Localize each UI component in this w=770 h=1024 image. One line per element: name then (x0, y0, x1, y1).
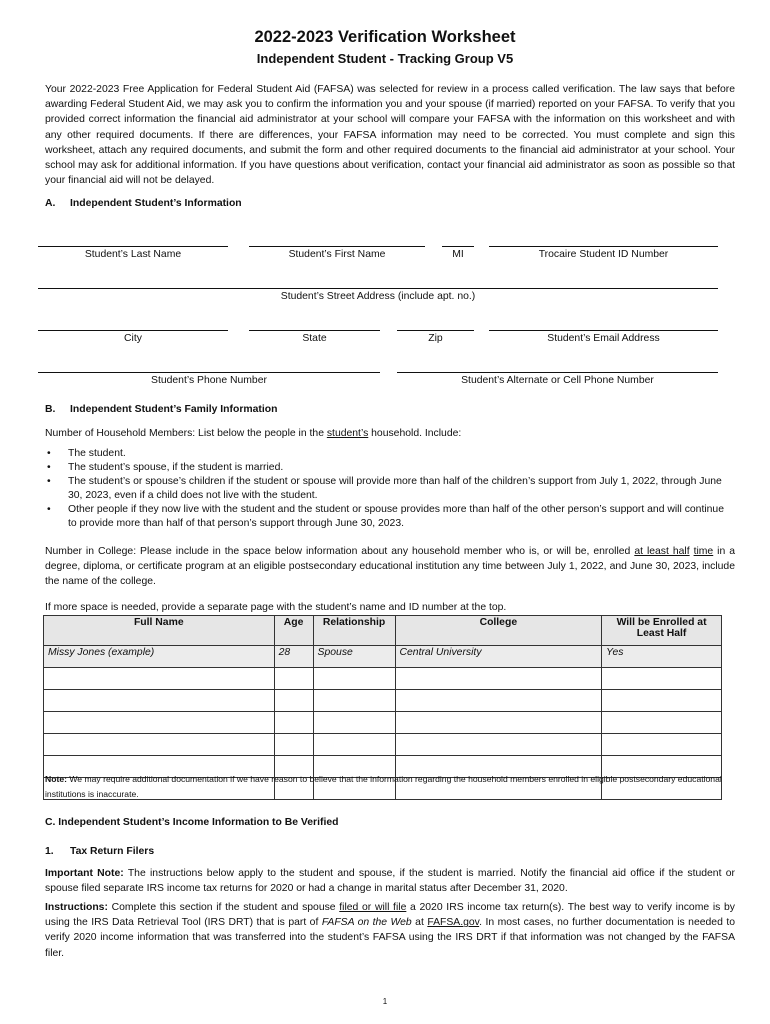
list-item: • The student’s or spouse’s children if the student or spouse will provide more than half of the children’s support from July 1, 2022, through June 30, 2023, even if a child does not live with the student. (45, 475, 735, 503)
first-name-label: Student’s First Name (288, 249, 386, 260)
list-item: • The student’s spouse, if the student is married. (45, 461, 735, 475)
age-cell[interactable] (274, 690, 313, 712)
section-a-letter: A. (45, 198, 56, 209)
section-c-heading: C. Independent Student’s Income Information to Be Verified (45, 817, 339, 828)
instructions-paragraph: Instructions: Complete this section if the student and spouse filed or will file a 2020 IRS income tax return(s). The best way to verify income is by using the IRS Data Retrieval Tool (IRS DRT) that is part of FAFSA on the Web at FAFSA.gov. In most cases, no further documentation is needed to verify 2020 income information that was transferred into the student’s FAFSA using the IRS DRT if that information was not changed by the FAFSA filer. (45, 902, 735, 959)
household-bullet-list (45, 447, 735, 531)
enrolled-cell[interactable] (602, 712, 722, 734)
relationship-cell[interactable] (313, 690, 395, 712)
list-item: • Other people if they now live with the student and the student or spouse provides more than half of the other person’s support and will continue to provide more than half of that person’s support through June 30, 2023. (45, 503, 735, 531)
college-cell[interactable] (395, 668, 602, 690)
more-space-note: If more space is needed, provide a separate page with the student’s name and ID number at the top. (45, 602, 507, 613)
section-a-heading (45, 198, 242, 209)
page-title: 2022-2023 Verification Worksheet (254, 28, 516, 46)
student-id-line[interactable] (489, 246, 718, 247)
col-full-name: Full Name (44, 616, 275, 646)
alt-phone-line[interactable] (397, 372, 718, 373)
college-cell[interactable] (395, 734, 602, 756)
relationship-cell[interactable] (313, 734, 395, 756)
number-in-college-paragraph: Number in College: Please include in the space below information about any household member who is, or will be, enrolled at least half time in a degree, diploma, or certificate program at an eligible postsecondary educational institution any time between July 1, 2022, and June 30, 2023, include the name of the college. (45, 546, 736, 588)
zip-label: Zip (428, 333, 443, 344)
last-name-line[interactable] (38, 246, 228, 247)
age-cell[interactable] (274, 734, 313, 756)
section-b-letter: B. (45, 404, 56, 415)
zip-line[interactable] (397, 330, 474, 331)
phone-line[interactable] (38, 372, 380, 373)
age-cell[interactable] (274, 712, 313, 734)
name-cell[interactable] (44, 712, 275, 734)
relationship-cell[interactable] (313, 712, 395, 734)
example-college: Central University (395, 646, 602, 668)
phone-label: Student’s Phone Number (151, 375, 267, 386)
important-note-paragraph: Important Note: The instructions below apply to the student and spouse, if the student is married. Notify the financial aid office if the student or spouse filed separate IRS income tax returns for 2020 or had a change in marital status after December 31, 2020. (45, 868, 735, 895)
example-age: 28 (274, 646, 313, 668)
page-subtitle: Independent Student - Tracking Group V5 (256, 51, 514, 66)
enrolled-cell[interactable] (602, 668, 722, 690)
alt-phone-label: Student’s Alternate or Cell Phone Number (461, 375, 654, 386)
enrolled-cell[interactable] (602, 690, 722, 712)
address-label: Student’s Street Address (include apt. no.) (280, 291, 476, 302)
section-a-title: Independent Student’s Information (70, 198, 242, 209)
col-enrolled: Will be Enrolled at Least Half (602, 616, 722, 646)
email-label: Student’s Email Address (547, 333, 660, 344)
address-line[interactable] (38, 288, 718, 289)
col-age: Age (274, 616, 313, 646)
household-intro: Number of Household Members: List below the people in the student’s household. Include: (45, 428, 462, 439)
page-number: 1 (382, 997, 388, 1006)
col-college: College (395, 616, 602, 646)
table-row (44, 690, 722, 712)
tax-return-filers-heading: 1. Tax Return Filers (45, 846, 155, 857)
col-relationship: Relationship (313, 616, 395, 646)
table-row (44, 668, 722, 690)
list-item: • The student. (45, 447, 735, 461)
enrolled-cell[interactable] (602, 734, 722, 756)
example-relationship: Spouse (313, 646, 395, 668)
last-name-label: Student’s Last Name (84, 249, 182, 260)
city-label: City (124, 333, 142, 344)
state-label: State (302, 333, 327, 344)
table-row (44, 734, 722, 756)
college-cell[interactable] (395, 712, 602, 734)
name-cell[interactable] (44, 734, 275, 756)
name-cell[interactable] (44, 690, 275, 712)
table-header-row (44, 616, 722, 646)
student-id-label: Trocaire Student ID Number (538, 249, 669, 260)
example-enrolled: Yes (602, 646, 722, 668)
state-line[interactable] (249, 330, 380, 331)
table-note: Note: We may require additional documentation if we have reason to believe that the information regarding the household members enrolled in eligible postsecondary educational institutions is inaccurate. (45, 774, 722, 799)
age-cell[interactable] (274, 668, 313, 690)
intro-paragraph: Your 2022-2023 Free Application for Federal Student Aid (FAFSA) was selected for review in a process called verification. The law says that before awarding Federal Student Aid, we may ask you to confirm the information you and your spouse (if married) reported on your FAFSA. To verify that you provided correct information the financial aid administrator at your school will compare your FAFSA with the information on this worksheet and with any other required documents. If there are differences, your FAFSA information may need to be corrected. You must complete and sign this worksheet, attach any required documents, and submit the form and other required documents to the financial aid administrator at your school. Your school may ask for additional information. If you have questions about verification, contact your financial aid administrator as soon as possible so that your financial aid will not be delayed. (45, 84, 735, 187)
section-b-title: Independent Student’s Family Information (70, 404, 278, 415)
relationship-cell[interactable] (313, 668, 395, 690)
example-name: Missy Jones (example) (44, 646, 275, 668)
mi-line[interactable] (442, 246, 474, 247)
table-row-example (44, 646, 722, 668)
city-line[interactable] (38, 330, 228, 331)
email-line[interactable] (489, 330, 718, 331)
college-cell[interactable] (395, 690, 602, 712)
table-row (44, 712, 722, 734)
first-name-line[interactable] (249, 246, 425, 247)
name-cell[interactable] (44, 668, 275, 690)
section-b-heading (45, 404, 277, 415)
mi-label: MI (452, 249, 464, 260)
